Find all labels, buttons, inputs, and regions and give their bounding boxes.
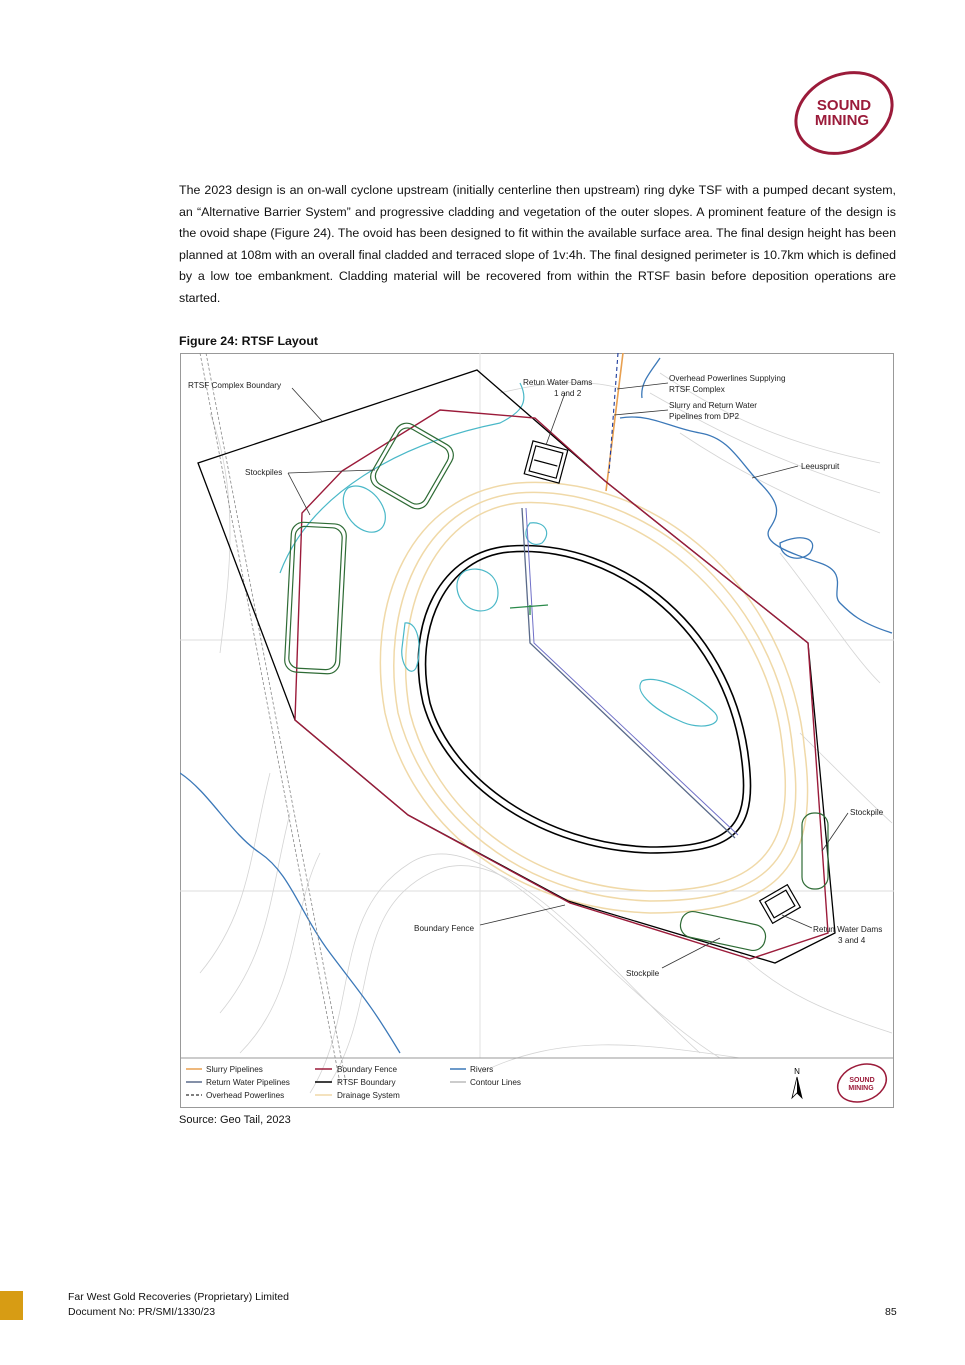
logo-text-line1: SOUND xyxy=(816,97,872,114)
map-logo-line2: MINING xyxy=(848,1085,874,1092)
logo-text-line2: MINING xyxy=(814,112,870,129)
footer-document-number: Document No: PR/SMI/1330/23 xyxy=(68,1306,216,1318)
label-stockpile-south: Stockpile xyxy=(626,969,660,978)
label-return-dams-1-2-line1: Retun Water Dams xyxy=(523,378,593,387)
legend-rivers: Rivers xyxy=(470,1065,494,1074)
label-slurry-line1: Slurry and Return Water xyxy=(669,401,757,410)
label-powerlines-line2: RTSF Complex xyxy=(669,385,725,394)
legend-powerlines: Overhead Powerlines xyxy=(206,1091,285,1100)
legend-drainage: Drainage System xyxy=(337,1091,400,1100)
footer-company: Far West Gold Recoveries (Proprietary) Limited xyxy=(68,1291,289,1303)
legend-rtsf-boundary: RTSF Boundary xyxy=(337,1078,396,1087)
page-number: 85 xyxy=(885,1306,897,1318)
label-complex-boundary: RTSF Complex Boundary xyxy=(188,381,282,390)
label-slurry-line2: Pipelines from DP2 xyxy=(669,412,740,421)
rtsf-layout-map xyxy=(180,353,894,1108)
legend-slurry: Slurry Pipelines xyxy=(206,1065,263,1074)
label-stockpiles: Stockpiles xyxy=(245,468,283,477)
legend-return-water: Return Water Pipelines xyxy=(206,1078,290,1087)
label-leeuspruit: Leeuspruit xyxy=(801,462,840,471)
body-paragraph: The 2023 design is an on-wall cyclone upstream (initially centerline then upstream) ring dyke TSF with a pumped decant system, an “Alternative Barrier System” and progressive cladding and vegetation of the outer slopes. A prominent feature of the design is the ovoid shape (Figure 24). The ovoid has been designed to fit within the available surface area. The final design height has been planned at 108m with an overall final cladded and terraced slope of 1v:4h. The final designed perimeter is 10.7km which is defined by a low toe embankment. Cladding material will be recovered from within the RTSF basin before deposition operations are started. xyxy=(179,183,896,305)
label-powerlines-line1: Overhead Powerlines Supplying xyxy=(669,374,786,383)
sound-mining-logo xyxy=(788,68,900,158)
figure-title: Figure 24: RTSF Layout xyxy=(179,334,319,348)
footer-accent-tab xyxy=(0,1291,23,1320)
map-logo-line1: SOUND xyxy=(849,1077,875,1084)
label-return-dams-3-4-line1: Retun Water Dams xyxy=(813,925,883,934)
label-return-dams-1-2-line2: 1 and 2 xyxy=(554,389,582,398)
legend-contours: Contour Lines xyxy=(470,1078,521,1087)
label-return-dams-3-4-line2: 3 and 4 xyxy=(838,936,866,945)
legend-boundary-fence: Boundary Fence xyxy=(337,1065,398,1074)
label-boundary-fence: Boundary Fence xyxy=(414,924,475,933)
figure-source: Source: Geo Tail, 2023 xyxy=(179,1114,291,1126)
label-stockpile-east: Stockpile xyxy=(850,808,884,817)
north-label: N xyxy=(794,1067,800,1076)
